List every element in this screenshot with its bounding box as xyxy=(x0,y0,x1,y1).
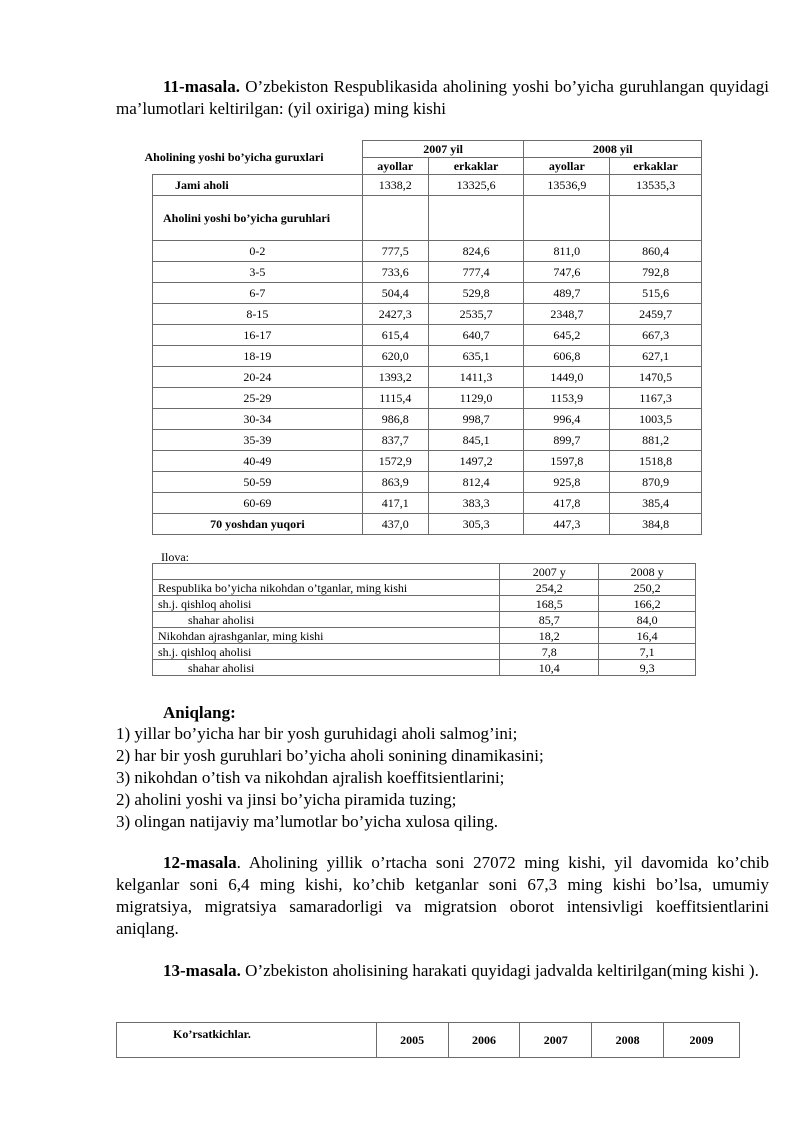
table-cell: 16,4 xyxy=(599,628,696,644)
table-cell: 615,4 xyxy=(362,325,428,346)
table-cell: 529,8 xyxy=(428,283,524,304)
task11-label: 11-masala. xyxy=(163,77,240,96)
table-cell: 606,8 xyxy=(524,346,610,367)
table-cell: 13536,9 xyxy=(524,175,610,196)
row-label: shahar aholisi xyxy=(153,660,500,676)
table-cell: 640,7 xyxy=(428,325,524,346)
table-cell: 489,7 xyxy=(524,283,610,304)
table-cell: 384,8 xyxy=(610,514,702,535)
year-header: 2005 xyxy=(376,1023,448,1058)
table-cell xyxy=(610,196,702,241)
table-cell: 2459,7 xyxy=(610,304,702,325)
table-cell: 85,7 xyxy=(500,612,599,628)
table-cell: 996,4 xyxy=(524,409,610,430)
age-group-label: 70 yoshdan yuqori xyxy=(153,514,363,535)
table-cell: 824,6 xyxy=(428,241,524,262)
table-row xyxy=(153,472,702,493)
table-cell: 733,6 xyxy=(362,262,428,283)
table-cell: 2348,7 xyxy=(524,304,610,325)
table-cell: 860,4 xyxy=(610,241,702,262)
table-row xyxy=(153,388,702,409)
year-2008y-header: 2008 y xyxy=(599,564,696,580)
table-cell: 515,6 xyxy=(610,283,702,304)
table-row xyxy=(153,367,702,388)
row-label: shahar aholisi xyxy=(153,612,500,628)
task13-label: 13-masala. xyxy=(163,961,241,980)
year-2007-header: 2007 yil xyxy=(362,141,524,158)
year-2008-header: 2008 yil xyxy=(524,141,702,158)
header-ayollar-2007: ayollar xyxy=(362,158,428,175)
table-cell: 747,6 xyxy=(524,262,610,283)
header-erkaklar-2008: erkaklar xyxy=(610,158,702,175)
table-row xyxy=(153,451,702,472)
table-cell: 383,3 xyxy=(428,493,524,514)
table-cell: 870,9 xyxy=(610,472,702,493)
marriage-table xyxy=(152,563,696,676)
table-row xyxy=(153,612,696,628)
marriage-header-row xyxy=(153,564,696,580)
table-cell: 1411,3 xyxy=(428,367,524,388)
table-row xyxy=(153,493,702,514)
table-row xyxy=(153,430,702,451)
table-cell: 777,5 xyxy=(362,241,428,262)
table-cell: 2535,7 xyxy=(428,304,524,325)
table-cell xyxy=(362,196,428,241)
table-row xyxy=(153,283,702,304)
table-cell: 845,1 xyxy=(428,430,524,451)
table-cell: 627,1 xyxy=(610,346,702,367)
table-cell: 667,3 xyxy=(610,325,702,346)
table-cell xyxy=(428,196,524,241)
list-item: 2) har bir yosh guruhlari bo’yicha aholi sonining dinamikasini; xyxy=(116,746,544,765)
table-cell: 13325,6 xyxy=(428,175,524,196)
table-cell: 1167,3 xyxy=(610,388,702,409)
table-row xyxy=(153,346,702,367)
table-row xyxy=(153,304,702,325)
table-row-total xyxy=(153,175,702,196)
table-cell: 620,0 xyxy=(362,346,428,367)
table-cell: 1393,2 xyxy=(362,367,428,388)
age-rows xyxy=(153,241,702,535)
table-cell: 986,8 xyxy=(362,409,428,430)
table-row xyxy=(153,325,702,346)
age-group-label: 6-7 xyxy=(153,283,363,304)
table-cell: 385,4 xyxy=(610,493,702,514)
table-cell: 18,2 xyxy=(500,628,599,644)
year-header: 2007 xyxy=(520,1023,592,1058)
list-item: 3) nikohdan o’tish va nikohdan ajralish koeffitsientlarini; xyxy=(116,768,505,787)
table-cell xyxy=(524,196,610,241)
table-cell: 168,5 xyxy=(500,596,599,612)
table-cell: 7,1 xyxy=(599,644,696,660)
table-row-section xyxy=(153,196,702,241)
year-header: 2009 xyxy=(664,1023,740,1058)
age-group-label: 40-49 xyxy=(153,451,363,472)
age-group-label: 18-19 xyxy=(153,346,363,367)
table-cell: 13535,3 xyxy=(610,175,702,196)
header-ayollar-2008: ayollar xyxy=(524,158,610,175)
table-cell: 1338,2 xyxy=(362,175,428,196)
row-label: sh.j. qishloq aholisi xyxy=(153,644,500,660)
list-item: 2) aholini yoshi va jinsi bo’yicha piramida tuzing; xyxy=(116,790,457,809)
table-cell: 1003,5 xyxy=(610,409,702,430)
age-group-label: 25-29 xyxy=(153,388,363,409)
table-cell: 837,7 xyxy=(362,430,428,451)
total-label: Jami aholi xyxy=(153,175,363,196)
task13-text: O’zbekiston aholisining harakati quyidagi jadvalda keltirilgan(ming kishi ). xyxy=(240,961,759,980)
table-row xyxy=(153,660,696,676)
task-list xyxy=(116,723,544,833)
table-cell: 2427,3 xyxy=(362,304,428,325)
aniqlang-heading: Aniqlang: xyxy=(163,703,236,722)
movement-header-row xyxy=(117,1023,740,1058)
task12-label: 12-masala xyxy=(163,853,237,872)
section-label: Aholini yoshi bo’yicha guruhlari xyxy=(153,196,363,241)
ilova-label: Ilova: xyxy=(161,550,189,564)
table-cell: 998,7 xyxy=(428,409,524,430)
table-cell: 1518,8 xyxy=(610,451,702,472)
population-movement-table xyxy=(116,1022,740,1058)
table-cell: 1497,2 xyxy=(428,451,524,472)
ilova-rows xyxy=(153,580,696,676)
population-age-table xyxy=(144,140,702,535)
year-2007y-header: 2007 y xyxy=(500,564,599,580)
table-cell: 811,0 xyxy=(524,241,610,262)
table-cell: 84,0 xyxy=(599,612,696,628)
age-group-label: 50-59 xyxy=(153,472,363,493)
age-group-label: 3-5 xyxy=(153,262,363,283)
table-header-years xyxy=(153,141,702,158)
header-erkaklar-2007: erkaklar xyxy=(428,158,524,175)
row-label: sh.j. qishloq aholisi xyxy=(153,596,500,612)
table-row xyxy=(153,241,702,262)
age-group-label: 0-2 xyxy=(153,241,363,262)
table-cell: 881,2 xyxy=(610,430,702,451)
table-cell: 645,2 xyxy=(524,325,610,346)
table-row xyxy=(153,409,702,430)
task13-paragraph xyxy=(138,960,769,982)
table-cell: 1470,5 xyxy=(610,367,702,388)
table-row xyxy=(153,514,702,535)
year-header: 2006 xyxy=(448,1023,520,1058)
table-cell: 899,7 xyxy=(524,430,610,451)
age-group-label: 30-34 xyxy=(153,409,363,430)
table-row xyxy=(153,580,696,596)
table-cell: 254,2 xyxy=(500,580,599,596)
table-cell: 1572,9 xyxy=(362,451,428,472)
corner-header: Aholining yoshi bo’yicha guruxlari xyxy=(153,141,363,175)
list-item: 3) olingan natijaviy ma’lumotlar bo’yicha xulosa qiling. xyxy=(116,812,498,831)
table-cell: 417,1 xyxy=(362,493,428,514)
task11-paragraph xyxy=(116,76,769,120)
table-cell: 1597,8 xyxy=(524,451,610,472)
table-cell: 1129,0 xyxy=(428,388,524,409)
table-cell: 635,1 xyxy=(428,346,524,367)
table-cell: 792,8 xyxy=(610,262,702,283)
table-cell: 437,0 xyxy=(362,514,428,535)
table-cell: 10,4 xyxy=(500,660,599,676)
table-cell: 166,2 xyxy=(599,596,696,612)
table-row xyxy=(153,262,702,283)
table-cell: 777,4 xyxy=(428,262,524,283)
table-cell: 305,3 xyxy=(428,514,524,535)
age-group-label: 16-17 xyxy=(153,325,363,346)
list-item: 1) yillar bo’yicha har bir yosh guruhidagi aholi salmog’ini; xyxy=(116,724,518,743)
table-cell: 447,3 xyxy=(524,514,610,535)
table-cell: 1115,4 xyxy=(362,388,428,409)
table-cell: 1449,0 xyxy=(524,367,610,388)
table-cell: 7,8 xyxy=(500,644,599,660)
table-cell: 863,9 xyxy=(362,472,428,493)
age-group-label: 35-39 xyxy=(153,430,363,451)
table-cell: 9,3 xyxy=(599,660,696,676)
table-row xyxy=(153,628,696,644)
row-label: Respublika bo’yicha nikohdan o’tganlar, ming kishi xyxy=(153,580,500,596)
table-cell: 504,4 xyxy=(362,283,428,304)
year-header: 2008 xyxy=(592,1023,664,1058)
table-cell: 1153,9 xyxy=(524,388,610,409)
table-cell: 812,4 xyxy=(428,472,524,493)
table-cell: 417,8 xyxy=(524,493,610,514)
age-group-label: 20-24 xyxy=(153,367,363,388)
age-group-label: 8-15 xyxy=(153,304,363,325)
task12-paragraph xyxy=(116,852,769,940)
table-cell: 925,8 xyxy=(524,472,610,493)
age-group-label: 60-69 xyxy=(153,493,363,514)
table-row xyxy=(153,596,696,612)
row-label: Nikohdan ajrashganlar, ming kishi xyxy=(153,628,500,644)
indicators-header: Ko’rsatkichlar. xyxy=(117,1023,377,1058)
task11-text: O’zbekiston Respublikasida aholining yoshi bo’yicha guruhlangan quyidagi ma’lumotlari keltirilgan: (yil oxiriga) ming kishi xyxy=(116,77,769,118)
table-cell xyxy=(153,564,500,580)
table-cell: 250,2 xyxy=(599,580,696,596)
table-row xyxy=(153,644,696,660)
task12-text: . Aholining yillik o’rtacha soni 27072 ming kishi, yil davomida ko’chib kelganlar soni 6,4 ming kishi, ko’chib ketganlar soni 67,3 ming kishi bo’lsa, umumiy migratsiya, migratsiya samaradorligi va migratsion oborot intensivligi koeffitsientlarini aniqlang. xyxy=(116,853,769,938)
